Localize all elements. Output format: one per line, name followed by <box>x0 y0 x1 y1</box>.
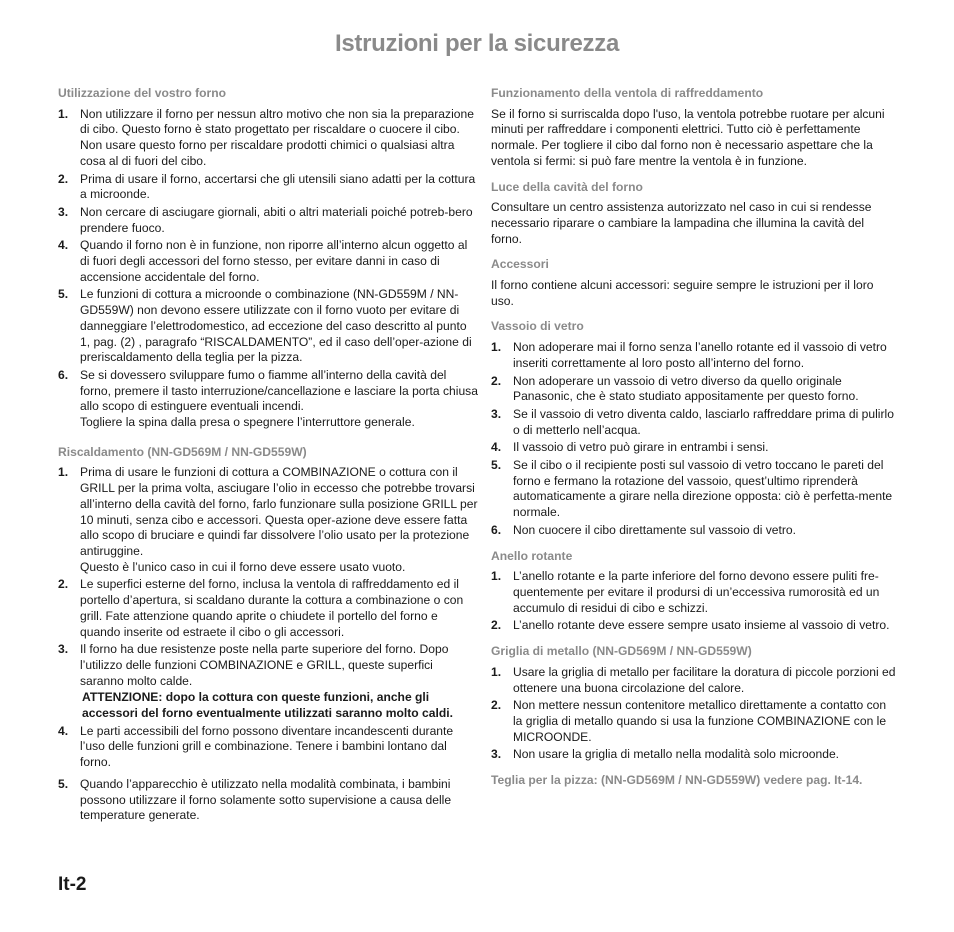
section-heading: Accessori <box>491 257 549 272</box>
item-number: 4. <box>58 723 69 738</box>
item-text: Le funzioni di cottura a microonde o combinazione (NN-GD559M / NN-GD559W) non devono essere utilizzate con il forno vuoto per evitare di danneggiare l’elettrodomestico, ad eccezione del caso descritto al punto 1, pag. (2) , paragrafo “RISCALDAMENTO”, ed il caso dell’oper-azione di preriscaldamento della teglia per la pizza. <box>80 287 472 365</box>
item-number: 5. <box>58 776 69 791</box>
section-accessories <box>491 257 897 309</box>
item-text: Prima di usare le funzioni di cottura a COMBINAZIONE o cottura con il GRILL per la prima volta, asciugare l’olio in eccesso che potrebbe trovarsi all’interno della cavità del forno, farlo funzionare sulla posizione GRILL per 10 minuti, senza cibo e accessori. Questa oper-azione deve essere fatta allo scopo di bruciare e quindi far dissolvere l’olio usato per la protezione antiruggine. <box>80 465 478 558</box>
section-cooling-fan <box>491 86 897 170</box>
item-text: Le parti accessibili del forno possono diventare incandescenti durante l’uso delle funzioni grill e combinazione. Tenere i bambini lontano dal forno. <box>80 723 454 770</box>
section-pizza-tray <box>491 773 897 789</box>
item-text: L’anello rotante e la parte inferiore del forno devono essere puliti fre-quentemente per evitare il prodursi di un’eccessiva rumorosità ed un accumulo di residui di cibo e schizzi. <box>513 569 880 615</box>
item-text: Non cercare di asciugare giornali, abiti o altri materiali poiché potreb-bero prendere fuoco. <box>80 204 473 235</box>
item-text: Il forno ha due resistenze poste nella parte superiore del forno. Dopo l’utilizzo delle funzioni COMBINAZIONE e GRILL, queste superfici saranno molto calde. <box>80 642 449 688</box>
section-heading: Vassoio di vetro <box>491 319 584 334</box>
item-number: 4. <box>491 440 502 455</box>
section-oven-light <box>491 180 897 248</box>
item-text: Non utilizzare il forno per nessun altro motivo che non sia la preparazione di cibo. Questo forno è stato progettato per riscaldare o cuocere il cibo. Non usare questo forno per riscaldare prodotti chimici o qualsiasi altra cosa al di fuori del cibo. <box>80 106 474 168</box>
item-text: Se il vassoio di vetro diventa caldo, lasciarlo raffreddare prima di pulirlo o di metterlo nell’acqua. <box>513 406 894 437</box>
item-number: 2. <box>491 698 502 713</box>
item-number: 5. <box>491 458 502 473</box>
item-number: 2. <box>491 618 502 633</box>
item-number: 6. <box>58 367 69 382</box>
item-text: Non cuocere il cibo direttamente sul vassoio di vetro. <box>513 522 796 537</box>
item-number: 6. <box>491 522 502 537</box>
item-text: Usare la griglia di metallo per facilitare la doratura di piccole porzioni ed ottenere una buona circolazione del calore. <box>513 664 896 695</box>
item-text: Le superfici esterne del forno, inclusa la ventola di raffreddamento ed il portello d’apertura, si scaldano durante la cottura a combinazione o con grill. Fate attenzione quando aprite o chiudete il portello del forno e quando inserite od estraete il cibo o gli accessori. <box>80 577 464 639</box>
item-text: Non mettere nessun contenitore metallico direttamente a contatto con la griglia di metallo quando si usa la funzione COMBINAZIONE con le MICROONDE. <box>513 698 887 744</box>
item-text: Il vassoio di vetro può girare in entrambi i sensi. <box>513 440 769 455</box>
item-text: Quando l’apparecchio è utilizzato nella modalità combinata, i bambini possono utilizzare il forno solamente sotto supervisione a causa delle temperature generate. <box>80 776 452 823</box>
warning-text: ATTENZIONE: dopo la cottura con queste funzioni, anche gli accessori del forno eventualmente utilizzati saranno molto caldi. <box>82 690 453 721</box>
list-item <box>491 440 897 456</box>
item-number: 1. <box>58 465 69 480</box>
list-item <box>491 340 897 371</box>
list-item <box>58 465 478 575</box>
item-number: 2. <box>491 373 502 388</box>
list-item <box>58 238 478 285</box>
item-number: 3. <box>58 204 69 219</box>
item-number: 2. <box>58 577 69 592</box>
section-heading: Funzionamento della ventola di raffreddamento <box>491 86 764 100</box>
list-item <box>491 407 897 438</box>
list-item <box>491 698 897 745</box>
section-heading: Teglia per la pizza: (NN-GD569M / NN-GD559W) vedere pag. It-14. <box>491 773 863 788</box>
list-item <box>491 569 897 616</box>
left-column <box>58 86 478 834</box>
item-number: 4. <box>58 238 69 253</box>
list-item <box>58 724 478 771</box>
item-text: Se si dovessero sviluppare fumo o fiamme all’interno della cavità del forno, premere il tasto interruzione/cancellazione e lasciare la porta chiusa allo scopo di estinguere eventuali incendi. <box>80 367 478 414</box>
section-text: Il forno contiene alcuni accessori: seguire sempre le istruzioni per il loro uso. <box>491 278 874 308</box>
item-text: Non usare la griglia di metallo nella modalità solo microonde. <box>513 747 840 762</box>
section-preheating <box>58 445 478 824</box>
section-heading: Riscaldamento (NN-GD569M / NN-GD559W) <box>58 444 307 459</box>
item-number: 1. <box>58 106 69 121</box>
section-heading: Anello rotante <box>491 548 573 563</box>
item-number: 3. <box>58 642 69 657</box>
item-number: 1. <box>491 664 502 679</box>
list-item <box>58 577 478 640</box>
list-item <box>491 523 897 539</box>
section-metal-rack <box>491 644 897 763</box>
list-item <box>58 777 478 824</box>
section-glass-tray <box>491 319 897 538</box>
list-item <box>58 287 478 366</box>
item-number: 2. <box>58 171 69 186</box>
page-number: It-2 <box>58 874 87 895</box>
section-use-of-oven <box>58 86 478 431</box>
page-title: Istruzioni per la sicurezza <box>335 30 619 57</box>
section-heading: Griglia di metallo (NN-GD569M / NN-GD559W) <box>491 644 752 659</box>
list-item <box>58 368 478 431</box>
item-text: L’anello rotante deve essere sempre usato insieme al vassoio di vetro. <box>513 618 890 633</box>
right-column <box>491 86 897 799</box>
section-heading: Utilizzazione del vostro forno <box>58 86 226 100</box>
list-item <box>58 205 478 236</box>
section-heading: Luce della cavità del forno <box>491 179 643 194</box>
list-item <box>58 172 478 203</box>
list-item <box>491 665 897 696</box>
list-item <box>491 747 897 763</box>
item-number: 3. <box>491 747 502 762</box>
item-text: Se il cibo o il recipiente posti sul vassoio di vetro toccano le pareti del forno e fermano la rotazione del vassoio, quest’ultimo riprenderà automaticamente a girare nella direzione opposta: ciò è perfetta-mente normale. <box>513 458 893 520</box>
section-roller-ring <box>491 549 897 635</box>
item-text: Prima di usare il forno, accertarsi che gli utensili siano adatti per la cottura a microonde. <box>80 171 476 202</box>
item-number: 5. <box>58 287 69 302</box>
item-extra-text: Questo è l’unico caso in cui il forno deve essere usato vuoto. <box>80 559 406 574</box>
section-text: Se il forno si surriscalda dopo l'uso, la ventola potrebbe ruotare per alcuni minuti per raffreddare i componenti elettrici. Tutto ciò è perfettamente normale. Per togliere il cibo dal forno non è necessario aspettare che la ventola si fermi: si può fare mentre la ventola è in funzione. <box>491 106 885 168</box>
item-number: 1. <box>491 569 502 584</box>
item-number: 1. <box>491 340 502 355</box>
item-extra-text: Togliere la spina dalla presa o spegnere l’interruttore generale. <box>80 415 415 430</box>
item-text: Non adoperare un vassoio di vetro diverso da quello originale Panasonic, che è stato studiato appositamente per questo forno. <box>513 373 859 404</box>
list-item <box>58 642 478 722</box>
section-text: Consultare un centro assistenza autorizzato nel caso in cui si rendesse necessario riparare o cambiare la lampadina che illumina la cavità del forno. <box>491 200 872 246</box>
list-item <box>491 618 897 634</box>
list-item <box>491 458 897 521</box>
item-text: Quando il forno non è in funzione, non riporre all’interno alcun oggetto al di fuori degli accessori del forno stesso, per evitare danni in caso di accensione accidentale del forno. <box>80 238 468 284</box>
list-item <box>58 107 478 170</box>
item-number: 3. <box>491 406 502 421</box>
list-item <box>491 374 897 405</box>
item-text: Non adoperare mai il forno senza l’anello rotante ed il vassoio di vetro inseriti correttamente al loro posto all’interno del forno. <box>513 340 887 370</box>
